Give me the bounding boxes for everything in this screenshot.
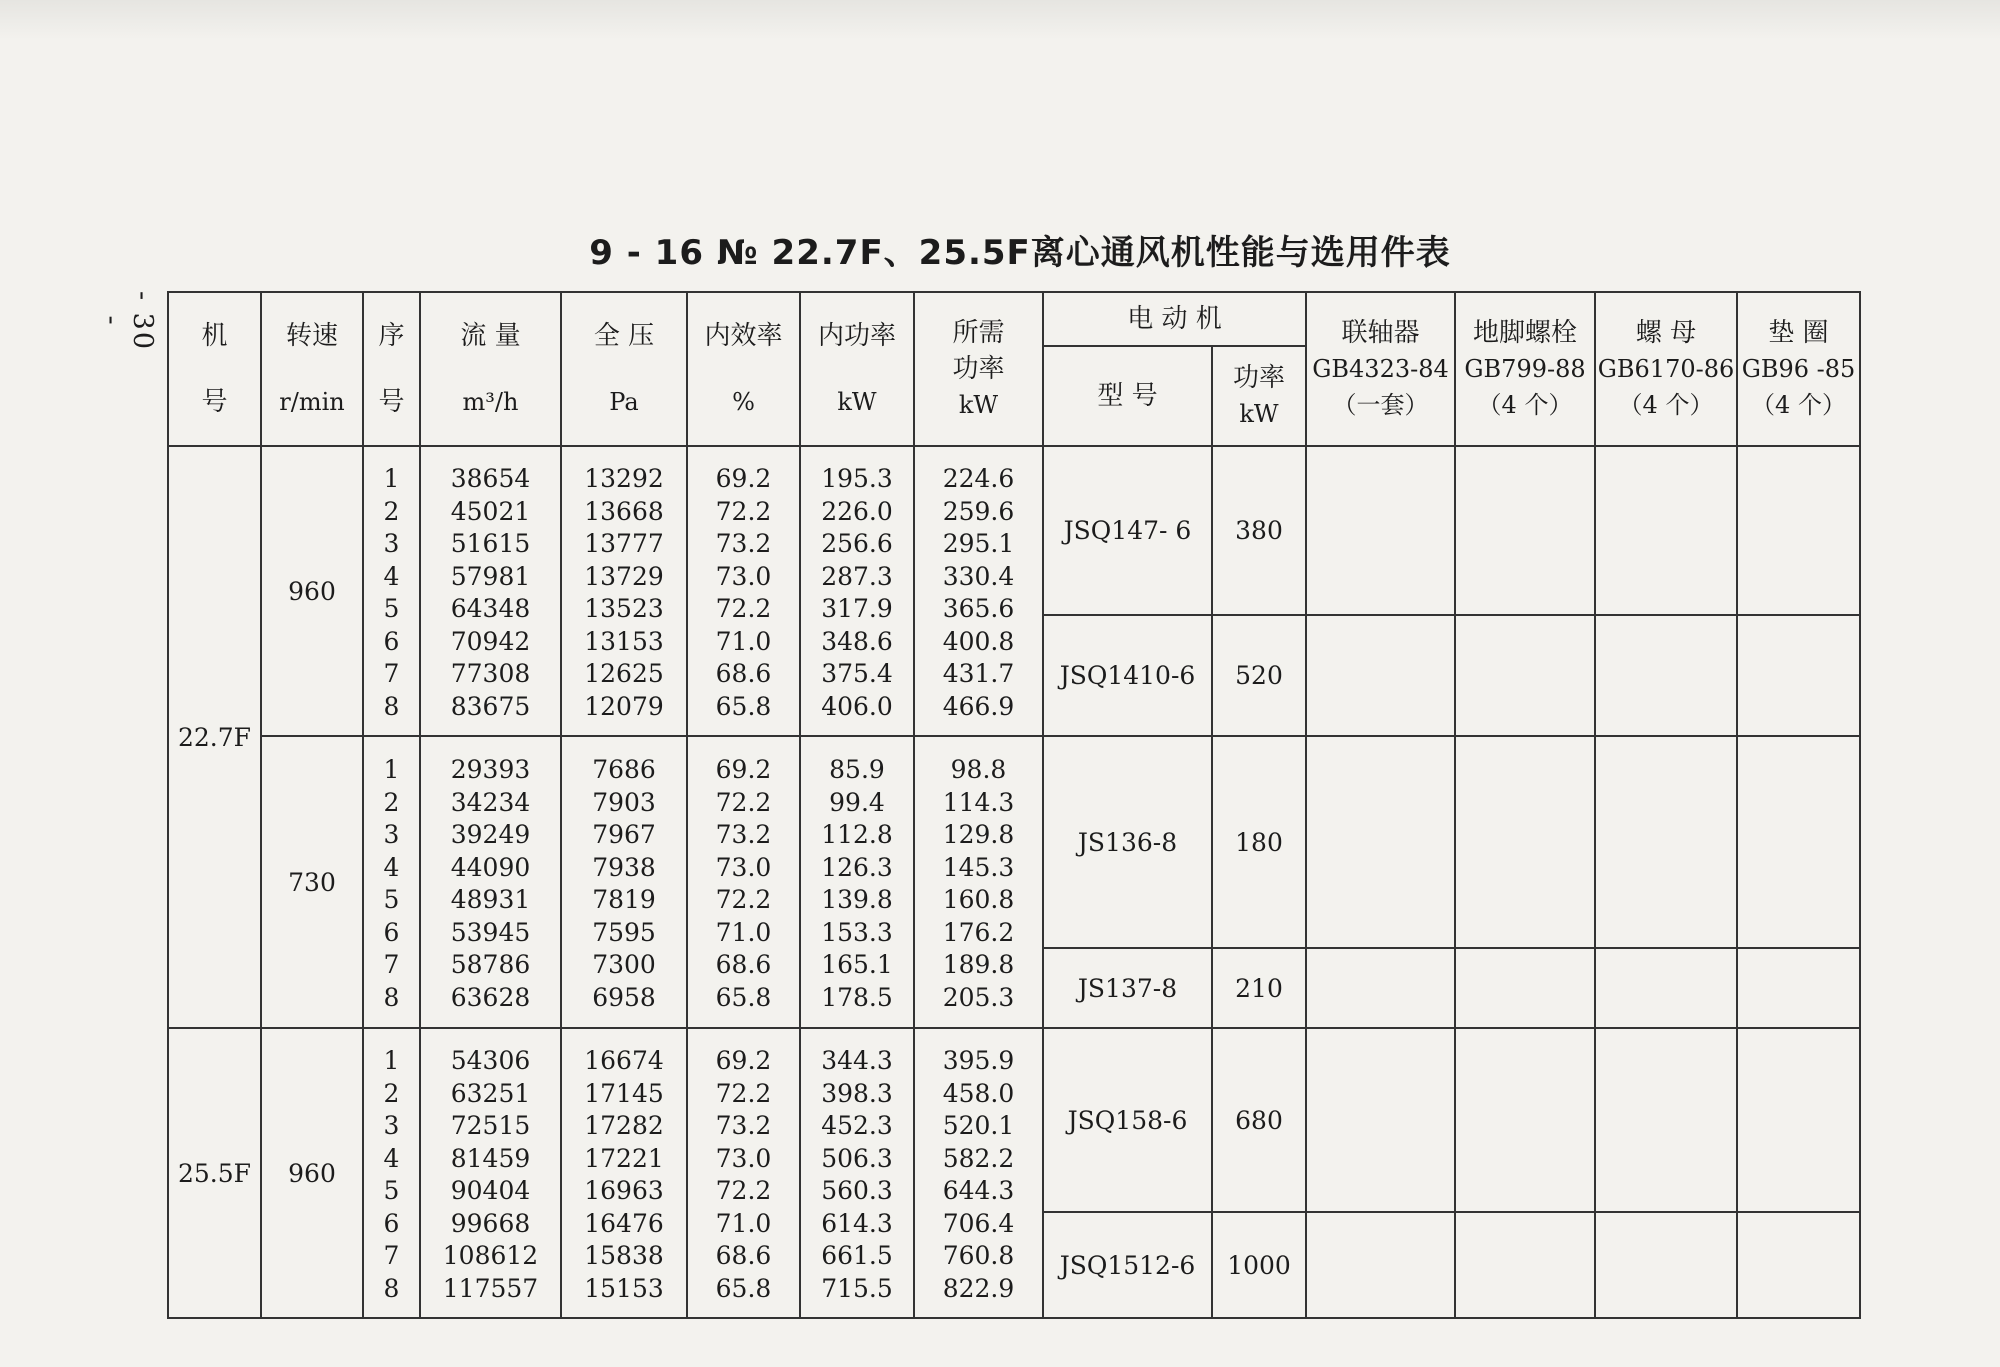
seq-value: 5 <box>383 594 400 623</box>
motor-power-cell: 680 <box>1212 1028 1306 1212</box>
pressure-list <box>561 736 687 1028</box>
internal-power-value: 661.5 <box>821 1241 893 1270</box>
header-flow: 流 量 m³/h <box>420 292 561 446</box>
scan-top-band <box>0 0 2000 40</box>
anchor-bolt-cell <box>1455 615 1595 736</box>
flow-value: 81459 <box>450 1143 531 1173</box>
pressure-list <box>561 1028 687 1318</box>
internal-power-value: 452.3 <box>821 1111 893 1140</box>
header-internal-power: 内功率 kW <box>800 292 914 446</box>
pressure-value: 7967 <box>592 820 656 849</box>
internal-power-value: 126.3 <box>821 852 893 882</box>
required-power-list <box>914 736 1043 1028</box>
required-power-value: 458.0 <box>942 1078 1015 1108</box>
pressure-value: 7819 <box>592 885 656 914</box>
internal-power-value: 375.4 <box>821 659 893 688</box>
required-power-value: 365.6 <box>942 594 1015 623</box>
washer-cell <box>1737 1212 1860 1318</box>
efficiency-value: 71.0 <box>715 1208 772 1238</box>
internal-power-value: 195.3 <box>821 464 893 493</box>
efficiency-list <box>687 1028 800 1318</box>
flow-value: 99668 <box>450 1208 531 1238</box>
flow-value: 63628 <box>450 982 531 1012</box>
header-machine-no: 机 号 <box>168 292 261 446</box>
flow-value: 54306 <box>450 1046 531 1075</box>
washer-cell <box>1737 615 1860 736</box>
coupling-cell <box>1306 1212 1455 1318</box>
efficiency-value: 68.6 <box>715 950 772 979</box>
nut-cell <box>1595 615 1737 736</box>
efficiency-value: 69.2 <box>715 1046 772 1075</box>
header-efficiency: 内效率 % <box>687 292 800 446</box>
coupling-cell <box>1306 948 1455 1028</box>
flow-value: 83675 <box>450 691 531 721</box>
efficiency-value: 73.0 <box>715 1143 772 1173</box>
anchor-bolt-cell <box>1455 736 1595 948</box>
efficiency-value: 72.2 <box>715 1078 772 1108</box>
pressure-value: 15838 <box>584 1241 664 1270</box>
flow-value: 51615 <box>450 529 531 558</box>
header-pressure: 全 压 Pa <box>561 292 687 446</box>
internal-power-value: 317.9 <box>821 594 893 623</box>
required-power-value: 295.1 <box>942 529 1015 558</box>
flow-list <box>420 446 561 736</box>
pressure-value: 16674 <box>584 1046 664 1075</box>
flow-value: 53945 <box>450 917 531 947</box>
header-required-power: 所需 功率 kW <box>914 292 1043 446</box>
pressure-value: 17221 <box>584 1143 664 1173</box>
washer-cell <box>1737 736 1860 948</box>
anchor-bolt-cell <box>1455 1028 1595 1212</box>
seq-list <box>363 736 420 1028</box>
seq-value: 2 <box>383 496 400 526</box>
required-power-value: 431.7 <box>942 659 1015 688</box>
pressure-value: 7300 <box>592 950 656 979</box>
efficiency-value: 69.2 <box>715 464 772 493</box>
header-motor: 电 动 机 <box>1043 292 1306 346</box>
efficiency-value: 73.0 <box>715 852 772 882</box>
pressure-value: 13777 <box>584 529 664 558</box>
flow-list <box>420 1028 561 1318</box>
motor-power-cell: 210 <box>1212 948 1306 1028</box>
header-anchor-bolt: 地脚螺栓 GB799-88 （4 个） <box>1455 292 1595 446</box>
efficiency-value: 73.2 <box>715 529 772 558</box>
motor-power-cell: 180 <box>1212 736 1306 948</box>
header-speed: 转速 r/min <box>261 292 363 446</box>
required-power-value: 395.9 <box>942 1046 1015 1075</box>
washer-cell <box>1737 446 1860 615</box>
performance-table-wrapper <box>167 291 1861 1319</box>
internal-power-list <box>800 736 914 1028</box>
internal-power-value: 85.9 <box>829 755 885 784</box>
motor-model-cell: JSQ158-6 <box>1043 1028 1212 1212</box>
flow-value: 48931 <box>450 885 531 914</box>
flow-value: 39249 <box>450 820 531 849</box>
internal-power-value: 614.3 <box>821 1208 893 1238</box>
flow-value: 57981 <box>450 561 531 591</box>
nut-cell <box>1595 446 1737 615</box>
flow-value: 29393 <box>450 755 531 784</box>
flow-value: 72515 <box>450 1111 531 1140</box>
page-number: - 30 - <box>96 290 158 352</box>
seq-value: 3 <box>383 820 400 849</box>
seq-value: 2 <box>383 787 400 817</box>
speed-cell: 730 <box>261 736 363 1028</box>
pressure-list <box>561 446 687 736</box>
seq-value: 2 <box>383 1078 400 1108</box>
required-power-value: 189.8 <box>942 950 1015 979</box>
flow-value: 63251 <box>450 1078 531 1108</box>
efficiency-value: 73.2 <box>715 820 772 849</box>
efficiency-value: 73.0 <box>715 561 772 591</box>
internal-power-list <box>800 1028 914 1318</box>
pressure-value: 7595 <box>592 917 656 947</box>
efficiency-value: 72.2 <box>715 594 772 623</box>
flow-list <box>420 736 561 1028</box>
washer-cell <box>1737 948 1860 1028</box>
header-seq: 序 号 <box>363 292 420 446</box>
flow-value: 108612 <box>442 1241 539 1270</box>
motor-model-cell: JSQ1512-6 <box>1043 1212 1212 1318</box>
seq-value: 7 <box>383 950 400 979</box>
internal-power-value: 112.8 <box>821 820 893 849</box>
required-power-value: 644.3 <box>942 1176 1015 1205</box>
motor-model-cell: JS137-8 <box>1043 948 1212 1028</box>
required-power-value: 582.2 <box>942 1143 1015 1173</box>
motor-model-cell: JS136-8 <box>1043 736 1212 948</box>
internal-power-value: 715.5 <box>821 1273 893 1303</box>
efficiency-value: 71.0 <box>715 917 772 947</box>
header-coupling: 联轴器 GB4323-84 （一套） <box>1306 292 1455 446</box>
efficiency-value: 73.2 <box>715 1111 772 1140</box>
pressure-value: 12079 <box>584 691 664 721</box>
flow-value: 117557 <box>442 1273 539 1303</box>
nut-cell <box>1595 1028 1737 1212</box>
seq-value: 8 <box>383 982 400 1012</box>
pressure-value: 17145 <box>584 1078 664 1108</box>
required-power-value: 520.1 <box>942 1111 1015 1140</box>
pressure-value: 16963 <box>584 1176 664 1205</box>
efficiency-value: 72.2 <box>715 885 772 914</box>
internal-power-value: 226.0 <box>821 496 893 526</box>
seq-value: 4 <box>383 852 400 882</box>
required-power-value: 205.3 <box>942 982 1015 1012</box>
washer-cell <box>1737 1028 1860 1212</box>
seq-value: 1 <box>383 464 400 493</box>
coupling-cell <box>1306 736 1455 948</box>
required-power-value: 114.3 <box>942 787 1015 817</box>
motor-model-cell: JSQ1410-6 <box>1043 615 1212 736</box>
seq-value: 8 <box>383 691 400 721</box>
required-power-value: 224.6 <box>942 464 1015 493</box>
internal-power-value: 348.6 <box>821 626 893 656</box>
seq-value: 5 <box>383 1176 400 1205</box>
efficiency-value: 65.8 <box>715 1273 772 1303</box>
pressure-value: 13523 <box>584 594 664 623</box>
required-power-value: 400.8 <box>942 626 1015 656</box>
efficiency-value: 68.6 <box>715 1241 772 1270</box>
seq-list <box>363 446 420 736</box>
flow-value: 58786 <box>450 950 531 979</box>
pressure-value: 16476 <box>584 1208 664 1238</box>
motor-power-cell: 380 <box>1212 446 1306 615</box>
internal-power-value: 560.3 <box>821 1176 893 1205</box>
flow-value: 38654 <box>450 464 531 493</box>
internal-power-value: 99.4 <box>829 787 885 817</box>
nut-cell <box>1595 1212 1737 1318</box>
pressure-value: 7903 <box>592 787 656 817</box>
pressure-value: 7938 <box>592 852 656 882</box>
flow-value: 64348 <box>450 594 531 623</box>
header-washer: 垫 圈 GB96 -85 （4 个） <box>1737 292 1860 446</box>
seq-value: 3 <box>383 529 400 558</box>
pressure-value: 13729 <box>584 561 664 591</box>
seq-value: 8 <box>383 1273 400 1303</box>
pressure-value: 13292 <box>584 464 664 493</box>
anchor-bolt-cell <box>1455 446 1595 615</box>
seq-value: 4 <box>383 1143 400 1173</box>
efficiency-value: 65.8 <box>715 982 772 1012</box>
seq-value: 7 <box>383 659 400 688</box>
internal-power-value: 398.3 <box>821 1078 893 1108</box>
speed-cell: 960 <box>261 1028 363 1318</box>
required-power-value: 176.2 <box>942 917 1015 947</box>
required-power-value: 760.8 <box>942 1241 1015 1270</box>
performance-table <box>167 291 1861 1319</box>
machine-cell: 25.5F <box>168 1028 261 1318</box>
required-power-list <box>914 446 1043 736</box>
coupling-cell <box>1306 1028 1455 1212</box>
anchor-bolt-cell <box>1455 948 1595 1028</box>
efficiency-value: 68.6 <box>715 659 772 688</box>
pressure-value: 15153 <box>584 1273 664 1303</box>
motor-power-cell: 1000 <box>1212 1212 1306 1318</box>
flow-value: 70942 <box>450 626 531 656</box>
flow-value: 44090 <box>450 852 531 882</box>
speed-cell: 960 <box>261 446 363 736</box>
required-power-value: 466.9 <box>942 691 1015 721</box>
internal-power-value: 178.5 <box>821 982 893 1012</box>
efficiency-value: 69.2 <box>715 755 772 784</box>
internal-power-value: 287.3 <box>821 561 893 591</box>
flow-value: 77308 <box>450 659 531 688</box>
machine-cell: 22.7F <box>168 446 261 1028</box>
header-motor-power: 功率 kW <box>1212 346 1306 446</box>
efficiency-list <box>687 736 800 1028</box>
required-power-value: 145.3 <box>942 852 1015 882</box>
seq-list <box>363 1028 420 1318</box>
seq-value: 5 <box>383 885 400 914</box>
required-power-value: 129.8 <box>942 820 1015 849</box>
flow-value: 90404 <box>450 1176 531 1205</box>
required-power-value: 706.4 <box>942 1208 1015 1238</box>
header-motor-model: 型 号 <box>1043 346 1212 446</box>
pressure-value: 13153 <box>584 626 664 656</box>
efficiency-value: 72.2 <box>715 496 772 526</box>
required-power-value: 160.8 <box>942 885 1015 914</box>
anchor-bolt-cell <box>1455 1212 1595 1318</box>
pressure-value: 13668 <box>584 496 664 526</box>
seq-value: 4 <box>383 561 400 591</box>
flow-value: 45021 <box>450 496 531 526</box>
coupling-cell <box>1306 615 1455 736</box>
required-power-value: 822.9 <box>942 1273 1015 1303</box>
internal-power-value: 153.3 <box>821 917 893 947</box>
header-nut: 螺 母 GB6170-86 （4 个） <box>1595 292 1737 446</box>
pressure-value: 6958 <box>592 982 656 1012</box>
internal-power-value: 139.8 <box>821 885 893 914</box>
internal-power-value: 165.1 <box>821 950 893 979</box>
document-title: 9 - 16 № 22.7F、25.5F离心通风机性能与选用件表 <box>589 233 1451 273</box>
flow-value: 34234 <box>450 787 531 817</box>
pressure-value: 7686 <box>592 755 656 784</box>
nut-cell <box>1595 948 1737 1028</box>
efficiency-list <box>687 446 800 736</box>
motor-power-cell: 520 <box>1212 615 1306 736</box>
nut-cell <box>1595 736 1737 948</box>
efficiency-value: 65.8 <box>715 691 772 721</box>
efficiency-value: 72.2 <box>715 787 772 817</box>
seq-value: 1 <box>383 755 400 784</box>
internal-power-value: 256.6 <box>821 529 893 558</box>
seq-value: 3 <box>383 1111 400 1140</box>
efficiency-value: 71.0 <box>715 626 772 656</box>
seq-value: 1 <box>383 1046 400 1075</box>
coupling-cell <box>1306 446 1455 615</box>
required-power-value: 98.8 <box>950 755 1007 784</box>
pressure-value: 12625 <box>584 659 664 688</box>
internal-power-list <box>800 446 914 736</box>
seq-value: 6 <box>383 626 400 656</box>
internal-power-value: 344.3 <box>821 1046 893 1075</box>
internal-power-value: 406.0 <box>821 691 893 721</box>
motor-model-cell: JSQ147- 6 <box>1043 446 1212 615</box>
required-power-list <box>914 1028 1043 1318</box>
seq-value: 6 <box>383 917 400 947</box>
seq-value: 6 <box>383 1208 400 1238</box>
seq-value: 7 <box>383 1241 400 1270</box>
pressure-value: 17282 <box>584 1111 664 1140</box>
internal-power-value: 506.3 <box>821 1143 893 1173</box>
required-power-value: 259.6 <box>942 496 1015 526</box>
table-body <box>168 446 1860 1318</box>
required-power-value: 330.4 <box>942 561 1015 591</box>
efficiency-value: 72.2 <box>715 1176 772 1205</box>
